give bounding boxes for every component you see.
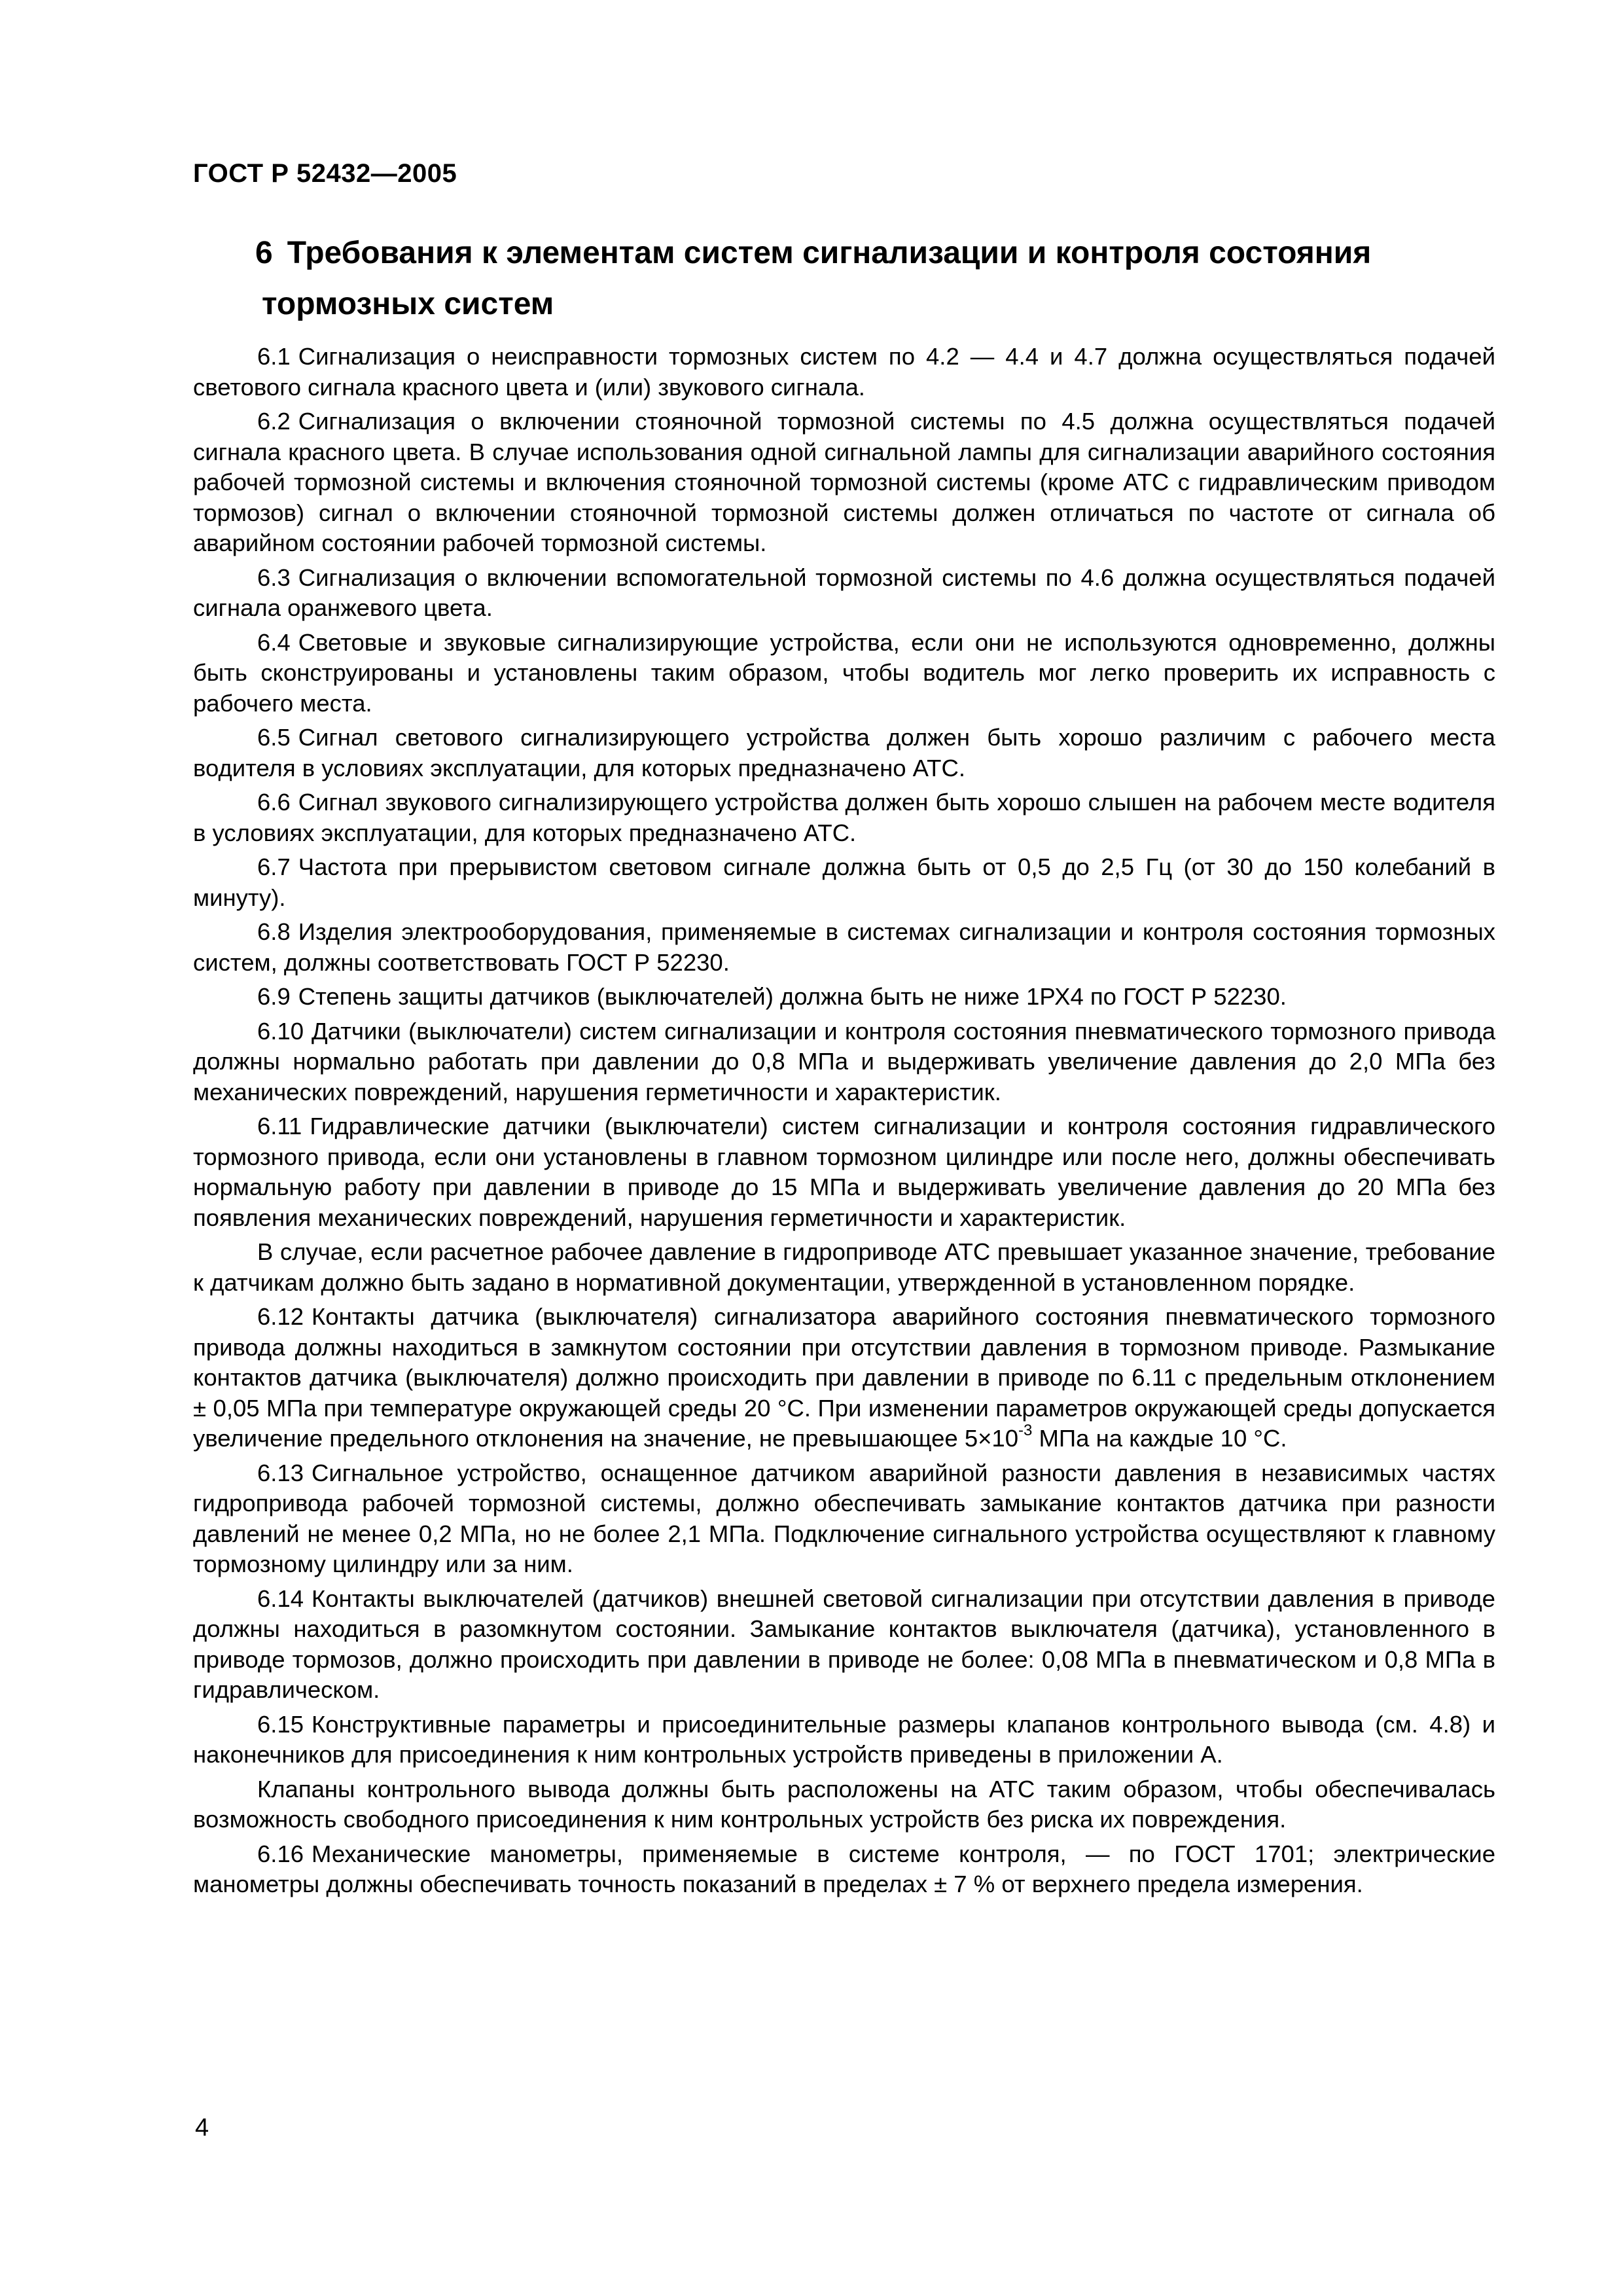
paragraph-number: 6.11 xyxy=(257,1113,302,1139)
paragraph-text: Световые и звуковые сигнализирующие устройства, если они не используются одновременно, должны быть сконструированы и установлены таким образом, чтобы водитель мог легко проверить их исправность с рабочего места. xyxy=(193,628,1495,717)
paragraph-text: Контакты выключателей (датчиков) внешней световой сигнализации при отсутствии давления в приводе должны находиться в разомкнутом состоянии. Замыкание контактов выключателя (датчика), установленного в приводе тормозов, должно происходить при давлении в приводе не более: 0,08 МПа в пневматическом и 0,8 МПа в гидравлическом. xyxy=(193,1585,1495,1703)
paragraph-text: Сигнализация о включении стояночной тормозной системы по 4.5 должна осуществляться подачей сигнала красного цвета. В случае использования одной сигнальной лампы для сигнализации аварийного состояния рабочей тормозной системы и включения стояночной тормозной системы (кроме АТС с гидравлическим приводом тормозов) сигнал о включении стояночной тормозной системы должен отличаться по частоте от сигнала об аварийном состоянии рабочей тормозной системы. xyxy=(193,408,1495,556)
paragraph-text: В случае, если расчетное рабочее давление в гидроприводе АТС превышает указанное значение, требование к датчикам должно быть задано в нормативной документации, утвержденной в установленном порядке. xyxy=(193,1238,1495,1296)
paragraph-6-12 xyxy=(193,1302,1495,1454)
paragraph-text: Сигнальное устройство, оснащенное датчиком аварийной разности давления в независимых частях гидропривода рабочей тормозной системы, должно обеспечивать замыкание контактов датчика при разности давлений не менее 0,2 МПа, но не более 2,1 МПа. Подключение сигнального устройства осуществляют к главному тормозному цилиндру или за ним. xyxy=(193,1459,1495,1577)
paragraph-number: 6.8 xyxy=(257,918,291,945)
paragraph-number: 6.2 xyxy=(257,408,291,435)
paragraph-6-7 xyxy=(193,852,1495,913)
page-number: 4 xyxy=(195,2114,209,2142)
paragraph-text: Клапаны контрольного вывода должны быть расположены на АТС таким образом, чтобы обеспечивалась возможность свободного присоединения к ним контрольных устройств без риска их повреждения. xyxy=(193,1775,1495,1833)
paragraph-number: 6.5 xyxy=(257,724,291,751)
paragraph-text: Гидравлические датчики (выключатели) систем сигнализации и контроля состояния гидравлического тормозного привода, если они установлены в главном тормозном цилиндре или после него, должны обеспечивать нормальную работу при давлении в приводе до 15 МПа и выдерживать увеличение давления до 20 МПа без появления механических повреждений, нарушения герметичности и характеристик. xyxy=(193,1113,1495,1231)
paragraph-text: Конструктивные параметры и присоединительные размеры клапанов контрольного вывода (см. 4.8) и наконечников для присоединения к ним контрольных устройств приведены в приложении А. xyxy=(193,1710,1495,1768)
section-title-line1: Требования к элементам систем сигнализации и контроля состояния xyxy=(287,236,1372,270)
paragraph-text: Датчики (выключатели) систем сигнализации и контроля состояния пневматического тормозного привода должны нормально работать при давлении до 0,8 МПа и выдерживать увеличение давления до 2,0 МПа без механических повреждений, нарушения герметичности и характеристик. xyxy=(193,1017,1495,1105)
paragraph-text: Сигнализация о включении вспомогательной тормозной системы по 4.6 должна осуществляться подачей сигнала оранжевого цвета. xyxy=(193,564,1495,621)
paragraph-number: 6.1 xyxy=(257,343,291,370)
section-title-line2: тормозных систем xyxy=(262,287,554,321)
paragraph-number: 6.7 xyxy=(257,853,291,880)
paragraph-number: 6.14 xyxy=(257,1585,304,1612)
paragraph-6-15-continuation xyxy=(193,1774,1495,1835)
section-body xyxy=(193,342,1495,1904)
paragraph-6-6 xyxy=(193,787,1495,848)
paragraph-6-8 xyxy=(193,917,1495,978)
paragraph-text-after: МПа на каждые 10 °С. xyxy=(1032,1425,1287,1452)
paragraph-6-11-continuation xyxy=(193,1237,1495,1298)
paragraph-6-9 xyxy=(193,982,1495,1013)
paragraph-6-4 xyxy=(193,628,1495,719)
paragraph-number: 6.15 xyxy=(257,1710,304,1738)
paragraph-6-11 xyxy=(193,1111,1495,1233)
paragraph-text: Степень защиты датчиков (выключателей) должна быть не ниже 1РХ4 по ГОСТ Р 52230. xyxy=(298,983,1287,1010)
paragraph-number: 6.16 xyxy=(257,1840,304,1867)
paragraph-number: 6.10 xyxy=(257,1017,304,1045)
paragraph-text: Частота при прерывистом световом сигнале должна быть от 0,5 до 2,5 Гц (от 30 до 150 колебаний в минуту). xyxy=(193,853,1495,911)
paragraph-text: Механические манометры, применяемые в системе контроля, — по ГОСТ 1701; электрические манометры должны обеспечивать точность показаний в пределах ± 7 % от верхнего предела измерения. xyxy=(193,1840,1495,1897)
paragraph-6-15 xyxy=(193,1710,1495,1770)
paragraph-6-16 xyxy=(193,1839,1495,1900)
exponent-superscript: -3 xyxy=(1018,1421,1033,1439)
paragraph-6-10 xyxy=(193,1016,1495,1108)
paragraph-text: Изделия электрооборудования, применяемые в системах сигнализации и контроля состояния тормозных систем, должны соответствовать ГОСТ Р 52230. xyxy=(193,918,1495,976)
paragraph-number: 6.12 xyxy=(257,1303,304,1330)
paragraph-6-3 xyxy=(193,563,1495,624)
paragraph-6-13 xyxy=(193,1458,1495,1580)
paragraph-text: Сигнал светового сигнализирующего устройства должен быть хорошо различим с рабочего места водителя в условиях эксплуатации, для которых предназначено АТС. xyxy=(193,724,1495,781)
section-number: 6 xyxy=(255,236,273,270)
document-code-header: ГОСТ Р 52432—2005 xyxy=(193,159,457,188)
paragraph-text: Сигнал звукового сигнализирующего устройства должен быть хорошо слышен на рабочем месте водителя в условиях эксплуатации, для которых предназначено АТС. xyxy=(193,789,1495,846)
paragraph-number: 6.9 xyxy=(257,983,291,1010)
paragraph-6-2 xyxy=(193,406,1495,559)
paragraph-number: 6.4 xyxy=(257,628,291,656)
paragraph-number: 6.6 xyxy=(257,789,291,816)
paragraph-number: 6.3 xyxy=(257,564,291,591)
paragraph-text: Сигнализация о неисправности тормозных систем по 4.2 — 4.4 и 4.7 должна осуществляться подачей светового сигнала красного цвета и (или) звукового сигнала. xyxy=(193,343,1495,401)
paragraph-number: 6.13 xyxy=(257,1459,304,1486)
paragraph-6-1 xyxy=(193,342,1495,403)
section-title xyxy=(255,228,1499,330)
paragraph-6-14 xyxy=(193,1584,1495,1706)
paragraph-text: Контакты датчика (выключателя) сигнализатора аварийного состояния пневматического тормозного привода должны находиться в замкнутом состоянии при отсутствии давления в тормозном приводе. Размыкание контактов датчика (выключателя) должно происходить при давлении в приводе по 6.11 с предельным отклонением ± 0,05 МПа при температуре окружающей среды 20 °С. При изменении параметров окружающей среды допускается увеличение предельного отклонения на значение, не превышающее 5×10 xyxy=(193,1303,1495,1452)
paragraph-6-5 xyxy=(193,723,1495,783)
